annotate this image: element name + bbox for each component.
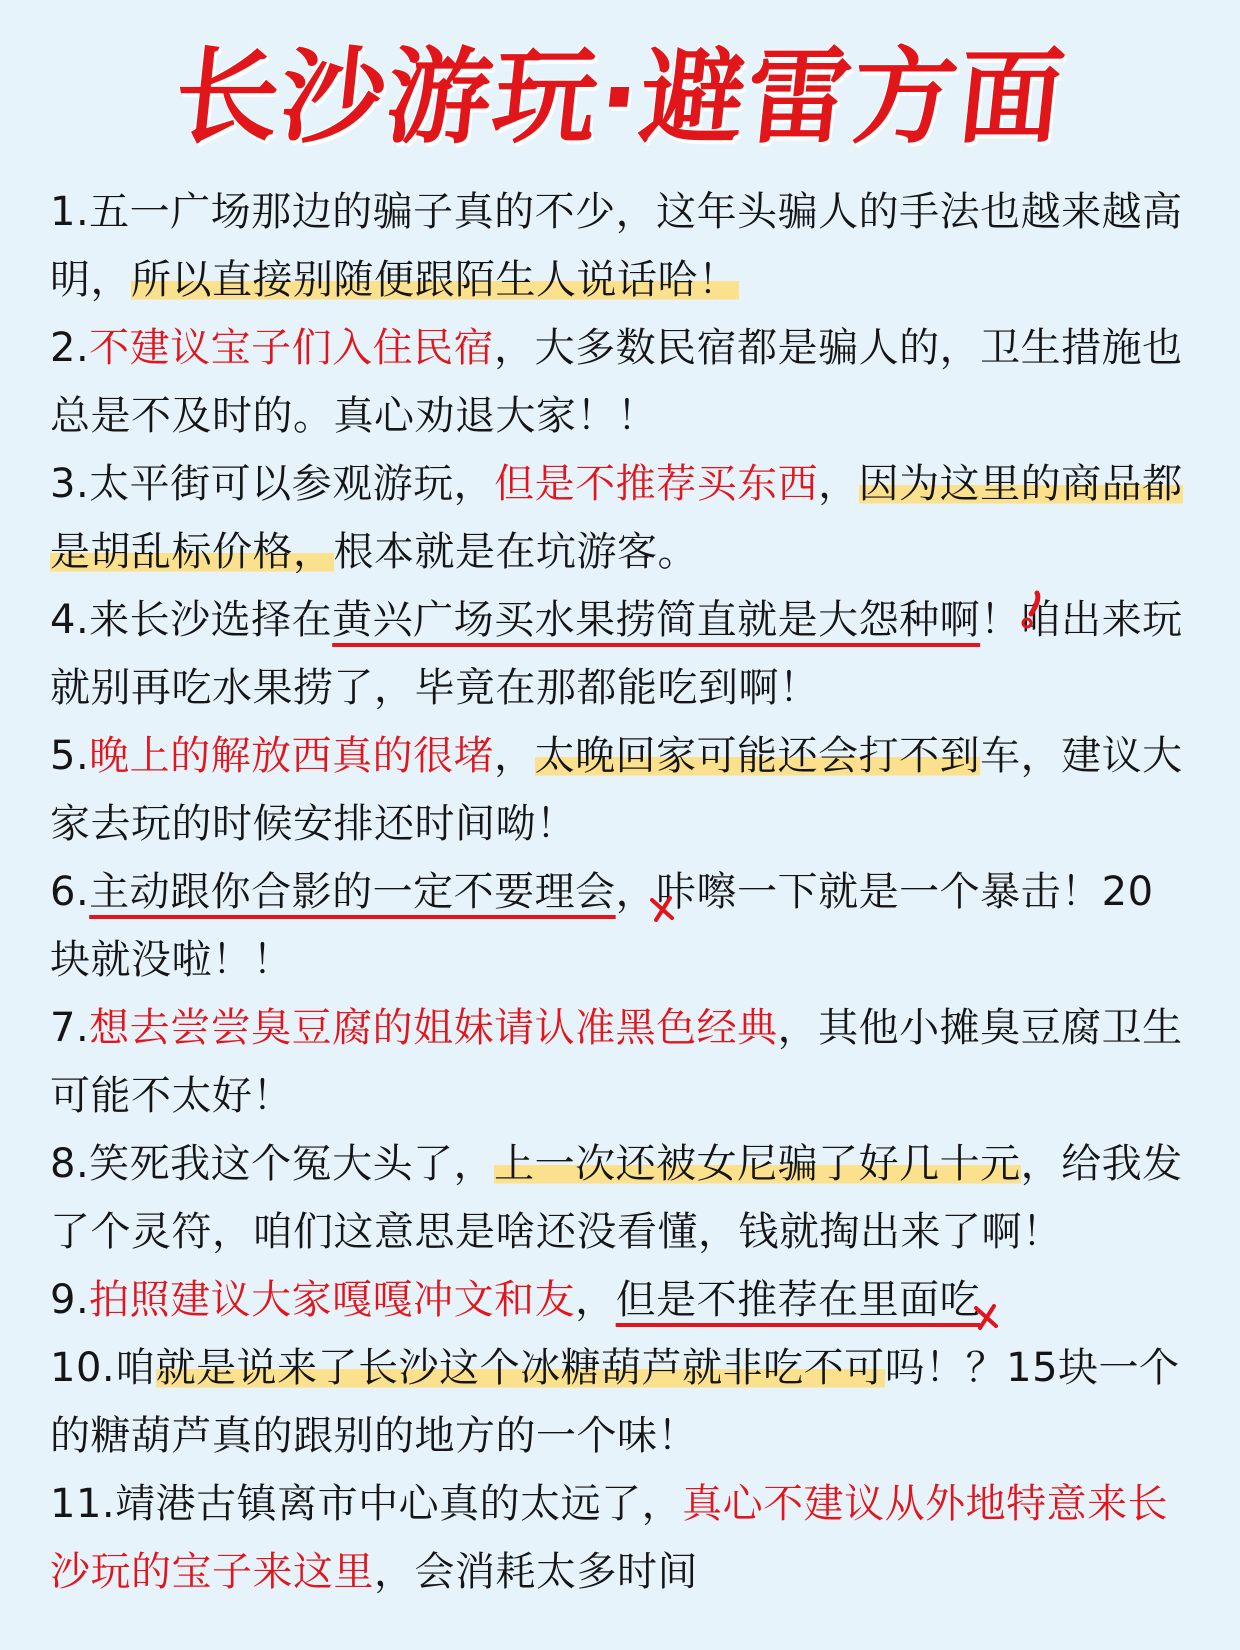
tip-item [50,1470,1190,1606]
tip-item [50,994,1190,1130]
tip-text-highlighted: 因为这里的商品都是胡乱标价格， [50,461,1183,575]
tip-item [50,450,1190,586]
tip-text: ，大多数民宿都是骗人的，卫生措施也总是不及时的。真心劝退大家！！ [50,325,1183,439]
tip-text: 吗！？15块一个的糖葫芦真的跟别的地方的一个味！ [50,1345,1180,1459]
tip-text-underlined: 但是不推荐在里面吃 [615,1277,981,1323]
tip-text: 咱出来玩就别再吃水果捞了，毕竟在那都能吃到啊！ [50,597,1183,711]
tip-text: 9. [50,1277,90,1323]
tip-text: 4.来长沙选择在 [50,597,333,643]
tip-text: ，会消耗太多时间 [374,1549,698,1595]
tip-text-highlighted: 太晚回家可能还会打不到 [534,733,981,779]
tip-text-underlined: 主动跟你合影的一定不要理会 [89,869,616,915]
tip-item [50,178,1190,314]
tip-text-red: 想去尝尝臭豆腐的姐妹请认准黑色经典 [89,1005,778,1051]
tip-item [50,586,1190,722]
page-title: 长沙游玩·避雷方面 [168,36,1072,158]
tip-text: ，给我发了个灵符，咱们这意思是啥还没看懂，钱就掏出来了啊！ [50,1141,1183,1255]
tip-item [50,1266,1190,1334]
tip-item [50,722,1190,858]
tip-text: 车，建议大家去玩的时候安排还时间呦！ [50,733,1183,847]
tip-text: 2. [50,325,90,371]
tip-text-red: 但是不推荐买东西 [494,461,819,507]
tip-item [50,858,1190,994]
tip-text: ， [575,1277,616,1323]
tip-text: ！ [980,597,1021,643]
tip-text: ，其他小摊臭豆腐卫生可能不太好！ [50,1005,1183,1119]
tip-item [50,1334,1190,1470]
tip-text: 7. [50,1005,90,1051]
tip-text: ， [615,869,657,915]
tip-text: 咔嚓一下就是一个暴击！20块就没啦！！ [50,869,1154,983]
tips-list [50,178,1190,1606]
tip-text: ， [494,733,535,779]
tip-text: ， [818,461,859,507]
tip-item [50,314,1190,450]
tip-text-highlighted: 上一次还被女尼骗了好几十元 [494,1141,1021,1187]
tip-text-red: 拍照建议大家嘎嘎冲文和友 [89,1277,576,1323]
tip-text-red: 真心不建议从外地特意来长沙玩的宝子来这里 [50,1481,1169,1595]
tip-text: 10.咱 [50,1345,156,1391]
tip-text-red: 不建议宝子们入住民宿 [89,325,495,371]
tip-text: 根本就是在坑游客。 [333,529,698,575]
tip-text: 1.五一广场那边的骗子真的不少，这年头骗人的手法也越来越高明， [50,189,1183,303]
tip-text: 11.靖港古镇离市中心真的太远了， [50,1481,683,1527]
tip-text: 8.笑死我这个冤大头了， [50,1141,495,1187]
tip-text-highlighted: 所以直接别随便跟陌生人说话哈！ [131,257,739,303]
tip-text: 3.太平街可以参观游玩， [50,461,495,507]
tip-text-highlighted: 就是说来了长沙这个冰糖葫芦就非吃不可 [155,1345,885,1391]
tip-text: 5. [50,733,90,779]
tip-text: 6. [50,869,90,915]
tip-text-underlined: 黄兴广场买水果捞简直就是大怨种啊 [332,597,981,643]
tip-item [50,1130,1190,1266]
tip-text-red: 晚上的解放西真的很堵 [89,733,495,779]
